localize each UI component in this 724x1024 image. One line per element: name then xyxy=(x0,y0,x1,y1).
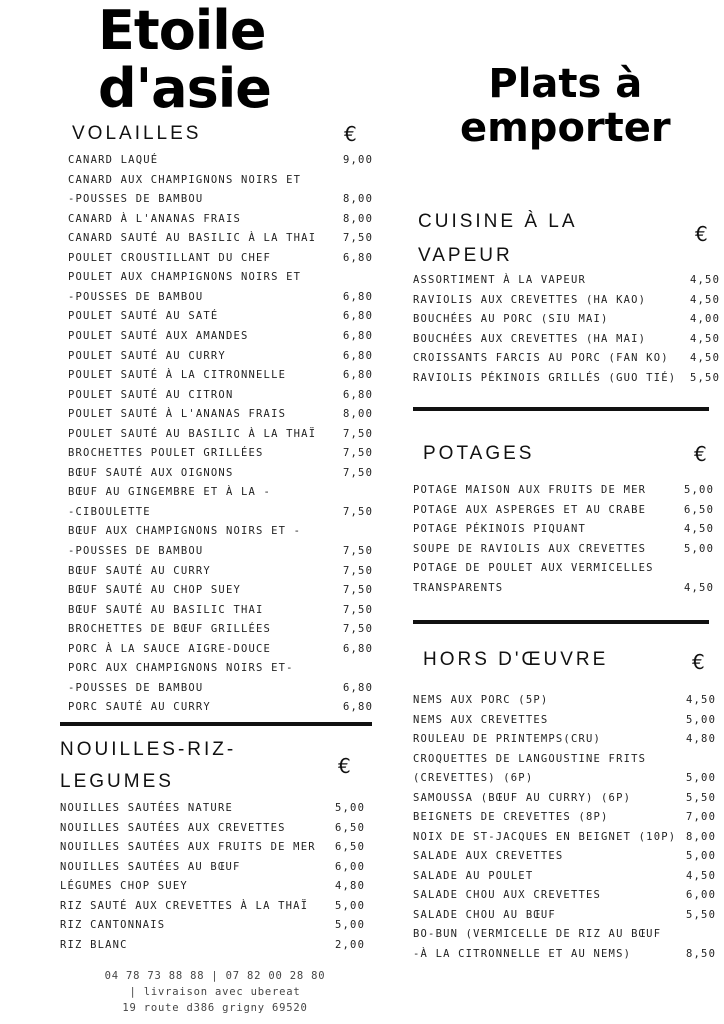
item-name: NOUILLES SAUTÉES AU BŒUF xyxy=(60,860,241,873)
item-name: NOIX DE ST-JACQUES EN BEIGNET (10P) xyxy=(413,830,677,843)
item-price: 6,80 xyxy=(343,681,374,694)
item-name: PORC À LA SAUCE AIGRE-DOUCE xyxy=(68,642,272,655)
item-name: RAVIOLIS PÉKINOIS GRILLÉS (GUO TIÉ) xyxy=(413,371,677,384)
item-name: BROCHETTES DE BŒUF GRILLÉES xyxy=(68,623,272,636)
item-name: TRANSPARENTS xyxy=(413,581,504,594)
section-title-vapeur: CUISINE À LA xyxy=(418,211,578,232)
restaurant-name: Etoile d'asie xyxy=(98,0,271,120)
item-name: POULET SAUTÉ À LA CITRONNELLE xyxy=(68,369,287,382)
item-price: 5,00 xyxy=(684,542,715,555)
item-price: 7,00 xyxy=(686,811,717,823)
item-price: 7,50 xyxy=(343,232,374,245)
item-price: 6,80 xyxy=(343,310,374,323)
item-name: BOUCHÉES AU PORC (SIU MAI) xyxy=(413,313,609,325)
item-price: 4,50 xyxy=(690,293,721,306)
item-name: ROULEAU DE PRINTEMPS(CRU) xyxy=(413,733,602,745)
section-divider xyxy=(413,407,709,411)
item-price: 2,00 xyxy=(335,938,366,951)
euro-icon: € xyxy=(692,650,705,674)
item-price: 4,50 xyxy=(684,581,715,594)
euro-icon: € xyxy=(338,754,351,778)
item-name: CANARD SAUTÉ AU BASILIC À LA THAI xyxy=(68,232,317,245)
item-name: POULET CROUSTILLANT DU CHEF xyxy=(68,251,272,264)
item-price: 5,00 xyxy=(335,919,366,931)
item-price: 6,80 xyxy=(343,290,374,303)
item-name: BROCHETTES POULET GRILLÉES xyxy=(68,447,264,460)
item-name: BŒUF AU GINGEMBRE ET À LA - xyxy=(68,486,272,499)
section-title-potages: POTAGES xyxy=(423,443,535,464)
item-price: 4,50 xyxy=(686,694,717,706)
item-name: POULET AUX CHAMPIGNONS NOIRS ET xyxy=(68,271,302,284)
item-name: BŒUF SAUTÉ AU CURRY xyxy=(68,564,211,577)
item-price: 6,50 xyxy=(335,841,366,853)
item-price: 5,50 xyxy=(690,371,721,384)
item-price: 7,50 xyxy=(343,623,374,636)
item-price: 6,80 xyxy=(343,701,374,714)
item-price: 6,00 xyxy=(686,889,717,901)
item-name: POULET SAUTÉ AU CITRON xyxy=(68,388,234,401)
item-name: POTAGE PÉKINOIS PIQUANT xyxy=(413,523,586,535)
item-name: BŒUF SAUTÉ AU BASILIC THAI xyxy=(68,603,264,616)
item-price: 7,50 xyxy=(343,447,374,460)
item-name: BO-BUN (VERMICELLE DE RIZ AU BŒUF xyxy=(413,928,662,940)
item-name: CANARD LAQUÉ xyxy=(68,154,159,166)
item-name: NEMS AUX PORC (5P) xyxy=(413,694,549,706)
item-name: POTAGE AUX ASPERGES ET AU CRABE xyxy=(413,503,647,516)
item-name: SALADE AUX CREVETTES xyxy=(413,850,564,862)
item-name: SALADE CHOU AU BŒUF xyxy=(413,908,556,921)
euro-icon: € xyxy=(695,222,708,246)
phone-numbers: 04 78 73 88 88 | 07 82 00 28 80 xyxy=(104,970,326,982)
item-price: 9,00 xyxy=(343,154,374,166)
item-name: SALADE AU POULET xyxy=(413,869,534,882)
item-name: NOUILLES SAUTÉES AUX FRUITS DE MER xyxy=(60,841,316,853)
item-name: -POUSSES DE BAMBOU xyxy=(68,193,204,206)
item-price: 5,00 xyxy=(684,484,715,496)
item-price: 4,50 xyxy=(684,523,715,535)
item-name: NEMS AUX CREVETTES xyxy=(413,713,549,726)
item-price: 7,50 xyxy=(343,584,374,597)
item-name: CANARD AUX CHAMPIGNONS NOIRS ET xyxy=(68,173,302,186)
item-price: 7,50 xyxy=(343,603,374,616)
takeaway-title: Plats à emporter xyxy=(460,61,671,151)
item-price: 8,00 xyxy=(343,193,374,206)
item-name: RAVIOLIS AUX CREVETTES (HA KAO) xyxy=(413,293,647,306)
item-name: CANARD À L'ANANAS FRAIS xyxy=(68,212,241,225)
item-price: 4,80 xyxy=(335,880,366,892)
item-price: 7,50 xyxy=(343,466,374,479)
section-title-volailles: VOLAILLES xyxy=(72,123,202,144)
item-price: 5,00 xyxy=(335,802,366,814)
item-price: 5,50 xyxy=(686,908,717,921)
item-name: -CIBOULETTE xyxy=(68,505,151,518)
item-price: 6,80 xyxy=(343,329,374,342)
section-title-nouilles-2: LEGUMES xyxy=(60,771,174,792)
section-title-nouilles: NOUILLES-RIZ- xyxy=(60,739,237,760)
item-name: SALADE CHOU AUX CREVETTES xyxy=(413,889,602,901)
item-price: 6,80 xyxy=(343,369,374,382)
item-name: POTAGE MAISON AUX FRUITS DE MER xyxy=(413,484,647,496)
item-name: BŒUF SAUTÉ AUX OIGNONS xyxy=(68,466,234,479)
item-name: CROQUETTES DE LANGOUSTINE FRITS xyxy=(413,752,647,765)
item-name: POULET SAUTÉ AUX AMANDES xyxy=(68,329,249,342)
item-name: -POUSSES DE BAMBOU xyxy=(68,544,204,557)
item-price: 8,00 xyxy=(343,212,374,225)
item-name: BEIGNETS DE CREVETTES (8P) xyxy=(413,811,609,823)
item-price: 7,50 xyxy=(343,427,374,440)
item-price: 6,80 xyxy=(343,349,374,362)
section-title-vapeur-2: VAPEUR xyxy=(418,245,513,266)
item-name: POULET SAUTÉ AU BASILIC À LA THAÏ xyxy=(68,427,317,440)
item-name: SOUPE DE RAVIOLIS AUX CREVETTES xyxy=(413,542,647,555)
item-name: PORC SAUTÉ AU CURRY xyxy=(68,701,211,714)
item-price: 6,50 xyxy=(684,503,715,516)
item-price: 4,50 xyxy=(690,352,721,364)
item-price: 6,00 xyxy=(335,860,366,873)
item-price: 5,50 xyxy=(686,791,717,804)
item-name: -POUSSES DE BAMBOU xyxy=(68,290,204,303)
item-name: ASSORTIMENT À LA VAPEUR xyxy=(413,274,586,286)
item-name: POULET SAUTÉ AU CURRY xyxy=(68,349,226,362)
item-name: BŒUF SAUTÉ AU CHOP SUEY xyxy=(68,584,241,597)
item-price: 8,00 xyxy=(686,830,717,843)
item-name: SAMOUSSA (BŒUF AU CURRY) (6P) xyxy=(413,791,632,804)
item-price: 8,50 xyxy=(686,947,717,960)
item-name: -À LA CITRONNELLE ET AU NEMS) xyxy=(413,947,632,960)
item-name: BŒUF AUX CHAMPIGNONS NOIRS ET - xyxy=(68,525,302,538)
item-name: NOUILLES SAUTÉES NATURE xyxy=(60,802,233,814)
section-title-hors-doeuvre: HORS D'ŒUVRE xyxy=(423,649,609,670)
item-name: CROISSANTS FARCIS AU PORC (FAN KO) xyxy=(413,352,669,364)
item-name: (CREVETTES) (6P) xyxy=(413,772,534,784)
address: 19 route d386 grigny 69520 xyxy=(122,1002,308,1014)
item-price: 4,80 xyxy=(686,733,717,745)
item-name: PORC AUX CHAMPIGNONS NOIRS ET- xyxy=(68,662,294,675)
item-name: -POUSSES DE BAMBOU xyxy=(68,681,204,694)
item-name: RIZ CANTONNAIS xyxy=(60,919,166,931)
item-name: POULET SAUTÉ AU SATÉ xyxy=(68,310,219,323)
euro-icon: € xyxy=(344,122,357,146)
item-price: 4,50 xyxy=(690,274,721,286)
item-name: LÉGUMES CHOP SUEY xyxy=(60,880,188,892)
item-price: 6,50 xyxy=(335,821,366,834)
item-price: 6,80 xyxy=(343,642,374,655)
item-name: RIZ SAUTÉ AUX CREVETTES À LA THAÏ xyxy=(60,899,309,912)
item-price: 5,00 xyxy=(686,713,717,726)
euro-icon: € xyxy=(694,442,707,466)
item-price: 7,50 xyxy=(343,564,374,577)
item-name: RIZ BLANC xyxy=(60,938,128,951)
item-name: POULET SAUTÉ À L'ANANAS FRAIS xyxy=(68,408,287,421)
contact-footer xyxy=(60,968,370,1016)
item-price: 7,50 xyxy=(343,544,374,557)
item-price: 8,00 xyxy=(343,408,374,421)
item-price: 5,00 xyxy=(686,850,717,862)
section-divider xyxy=(60,722,372,726)
item-price: 5,00 xyxy=(686,772,717,784)
item-price: 6,80 xyxy=(343,251,374,264)
item-name: NOUILLES SAUTÉES AUX CREVETTES xyxy=(60,821,286,834)
item-price: 4,00 xyxy=(690,313,721,325)
section-divider xyxy=(413,620,709,624)
item-name: POTAGE DE POULET AUX VERMICELLES xyxy=(413,562,654,574)
item-price: 4,50 xyxy=(690,332,721,345)
item-price: 4,50 xyxy=(686,869,717,882)
item-price: 5,00 xyxy=(335,899,366,912)
item-price: 7,50 xyxy=(343,505,374,518)
item-price: 6,80 xyxy=(343,388,374,401)
delivery-info: | livraison avec ubereat xyxy=(129,986,301,998)
item-name: BOUCHÉES AUX CREVETTES (HA MAI) xyxy=(413,332,647,345)
